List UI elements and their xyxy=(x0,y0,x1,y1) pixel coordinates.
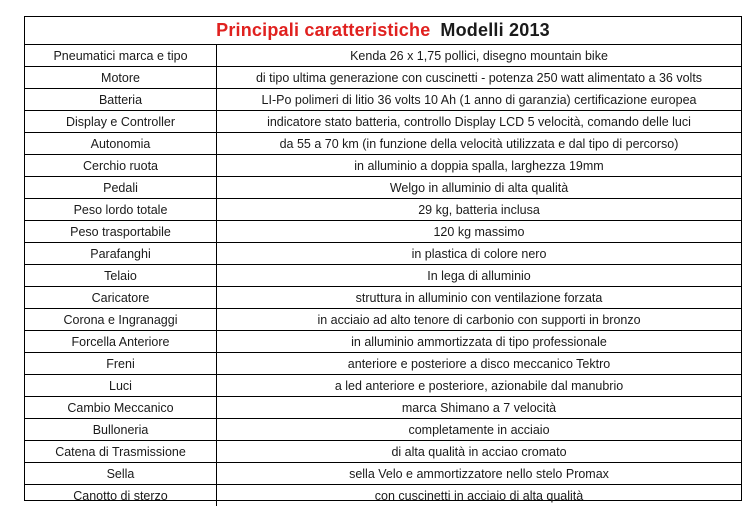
spec-value: in plastica di colore nero xyxy=(217,243,742,265)
table-row xyxy=(25,199,741,221)
table-row xyxy=(25,177,741,199)
table-row xyxy=(25,287,741,309)
table-title xyxy=(25,17,741,45)
spec-value: indicatore stato batteria, controllo Display LCD 5 velocità, comando delle luci xyxy=(217,111,742,133)
spec-value: Kenda 26 x 1,75 pollici, disegno mountain bike xyxy=(217,45,742,67)
spec-value: da 55 a 70 km (in funzione della velocità utilizzata e dal tipo di percorso) xyxy=(217,133,742,155)
spec-value: in alluminio ammortizzata di tipo professionale xyxy=(217,331,742,353)
spec-label: Freni xyxy=(25,353,217,375)
title-main: Principali caratteristiche xyxy=(216,20,430,41)
spec-label: Luci xyxy=(25,375,217,397)
spec-value: di tipo ultima generazione con cuscinetti - potenza 250 watt alimentato a 36 volts xyxy=(217,67,742,89)
table-row xyxy=(25,45,741,67)
spec-value: struttura in alluminio con ventilazione forzata xyxy=(217,287,742,309)
spec-label: Caricatore xyxy=(25,287,217,309)
table-row xyxy=(25,221,741,243)
table-row xyxy=(25,353,741,375)
spec-value: anteriore e posteriore a disco meccanico Tektro xyxy=(217,353,742,375)
table-row xyxy=(25,89,741,111)
table-row xyxy=(25,397,741,419)
table-row xyxy=(25,265,741,287)
spec-value: sella Velo e ammortizzatore nello stelo Promax xyxy=(217,463,742,485)
table-row xyxy=(25,67,741,89)
spec-label: Parafanghi xyxy=(25,243,217,265)
table-row xyxy=(25,243,741,265)
spec-label: Cerchio ruota xyxy=(25,155,217,177)
spec-label: Batteria xyxy=(25,89,217,111)
spec-label: Peso lordo totale xyxy=(25,199,217,221)
title-model-year: Modelli 2013 xyxy=(440,20,549,41)
spec-label: Sella xyxy=(25,463,217,485)
spec-label: Forcella Anteriore xyxy=(25,331,217,353)
table-row xyxy=(25,133,741,155)
table-row xyxy=(25,375,741,397)
table-row xyxy=(25,331,741,353)
spec-label: Bulloneria xyxy=(25,419,217,441)
spec-value: di alta qualità in acciao cromato xyxy=(217,441,742,463)
spec-value: a led anteriore e posteriore, azionabile dal manubrio xyxy=(217,375,742,397)
spec-value: 120 kg massimo xyxy=(217,221,742,243)
spec-label: Pneumatici marca e tipo xyxy=(25,45,217,67)
spec-label: Peso trasportabile xyxy=(25,221,217,243)
spec-label: Telaio xyxy=(25,265,217,287)
spec-value: con cuscinetti in acciaio di alta qualità xyxy=(217,485,742,506)
spec-value: LI-Po polimeri di litio 36 volts 10 Ah (1 anno di garanzia) certificazione europea xyxy=(217,89,742,111)
specs-table xyxy=(25,45,741,506)
specs-table-body xyxy=(25,45,741,506)
spec-label: Pedali xyxy=(25,177,217,199)
spec-label: Corona e Ingranaggi xyxy=(25,309,217,331)
table-row xyxy=(25,485,741,506)
spec-value: in acciaio ad alto tenore di carbonio con supporti in bronzo xyxy=(217,309,742,331)
spec-label: Motore xyxy=(25,67,217,89)
table-row xyxy=(25,419,741,441)
spec-value: Welgo in alluminio di alta qualità xyxy=(217,177,742,199)
table-row xyxy=(25,309,741,331)
spec-label: Cambio Meccanico xyxy=(25,397,217,419)
spec-value: In lega di alluminio xyxy=(217,265,742,287)
spec-value: 29 kg, batteria inclusa xyxy=(217,199,742,221)
spec-label: Display e Controller xyxy=(25,111,217,133)
specs-sheet xyxy=(24,16,742,501)
spec-label: Catena di Trasmissione xyxy=(25,441,217,463)
spec-value: completamente in acciaio xyxy=(217,419,742,441)
spec-label: Autonomia xyxy=(25,133,217,155)
spec-value: marca Shimano a 7 velocità xyxy=(217,397,742,419)
table-row xyxy=(25,111,741,133)
table-row xyxy=(25,441,741,463)
table-row xyxy=(25,463,741,485)
spec-value: in alluminio a doppia spalla, larghezza 19mm xyxy=(217,155,742,177)
table-row xyxy=(25,155,741,177)
spec-label: Canotto di sterzo xyxy=(25,485,217,506)
